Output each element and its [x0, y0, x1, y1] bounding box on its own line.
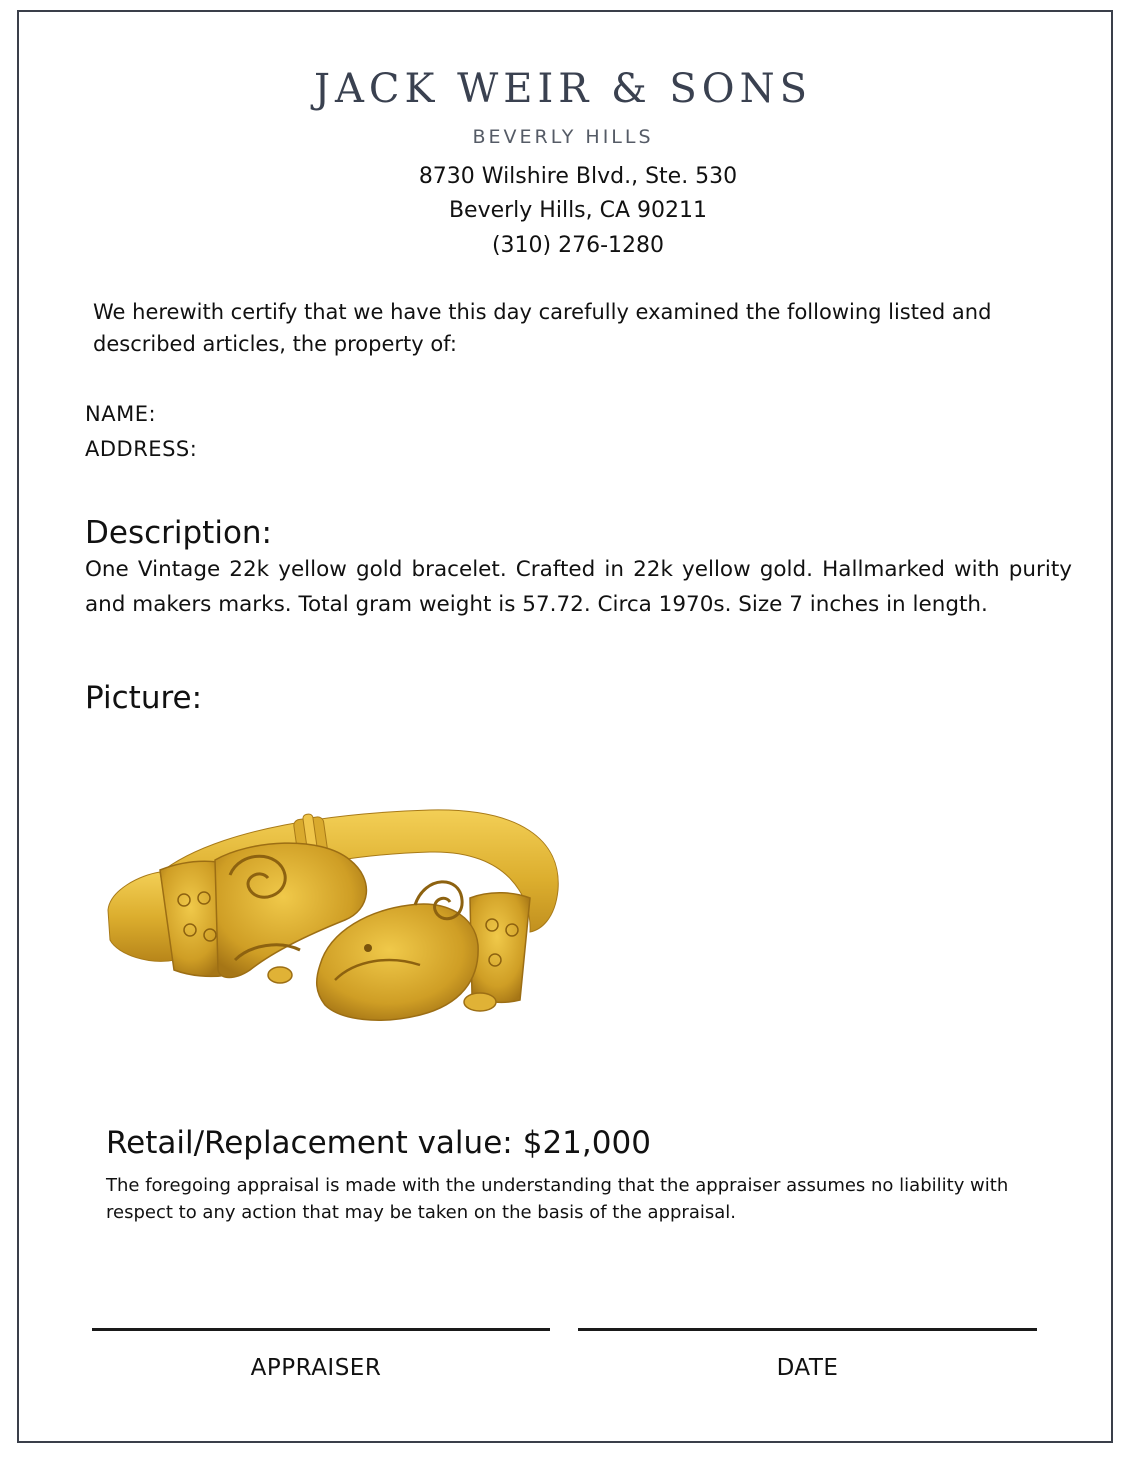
- picture-heading: Picture:: [85, 680, 203, 716]
- company-name: JACK WEIR & SONS: [314, 66, 812, 112]
- appraisal-disclaimer: The foregoing appraisal is made with the understanding that the appraiser assumes no liability with respect to any action that may be taken on the basis of the appraisal.: [106, 1175, 1009, 1223]
- city-state-zip: Beverly Hills, CA 90211: [448, 198, 708, 223]
- replacement-value: [106, 1125, 651, 1161]
- certification-statement: We herewith certify that we have this day carefully examined the following listed and described articles, the property of:: [93, 300, 992, 356]
- document-border: [17, 10, 1113, 1443]
- date-label: DATE: [776, 1355, 839, 1381]
- phone-number: (310) 276-1280: [491, 233, 665, 258]
- street-address: 8730 Wilshire Blvd., Ste. 530: [418, 164, 738, 189]
- date-signature-line: [578, 1328, 1037, 1331]
- appraiser-label: APPRAISER: [250, 1355, 382, 1381]
- owner-address-label: ADDRESS:: [85, 437, 198, 461]
- description-heading: Description:: [85, 515, 272, 551]
- company-location: BEVERLY HILLS: [472, 126, 654, 148]
- description-text: One Vintage 22k yellow gold bracelet. Crafted in 22k yellow gold. Hallmarked with purity and makers marks. Total gram weight is 57.72. Circa 1970s. Size 7 inches in length.: [85, 557, 1072, 617]
- bracelet-photo: [100, 780, 570, 1040]
- replacement-value-amount: $21,000: [522, 1125, 651, 1161]
- owner-name-label: NAME:: [85, 402, 157, 426]
- replacement-value-label: Retail/Replacement value:: [106, 1125, 513, 1161]
- appraiser-signature-line: [92, 1328, 550, 1331]
